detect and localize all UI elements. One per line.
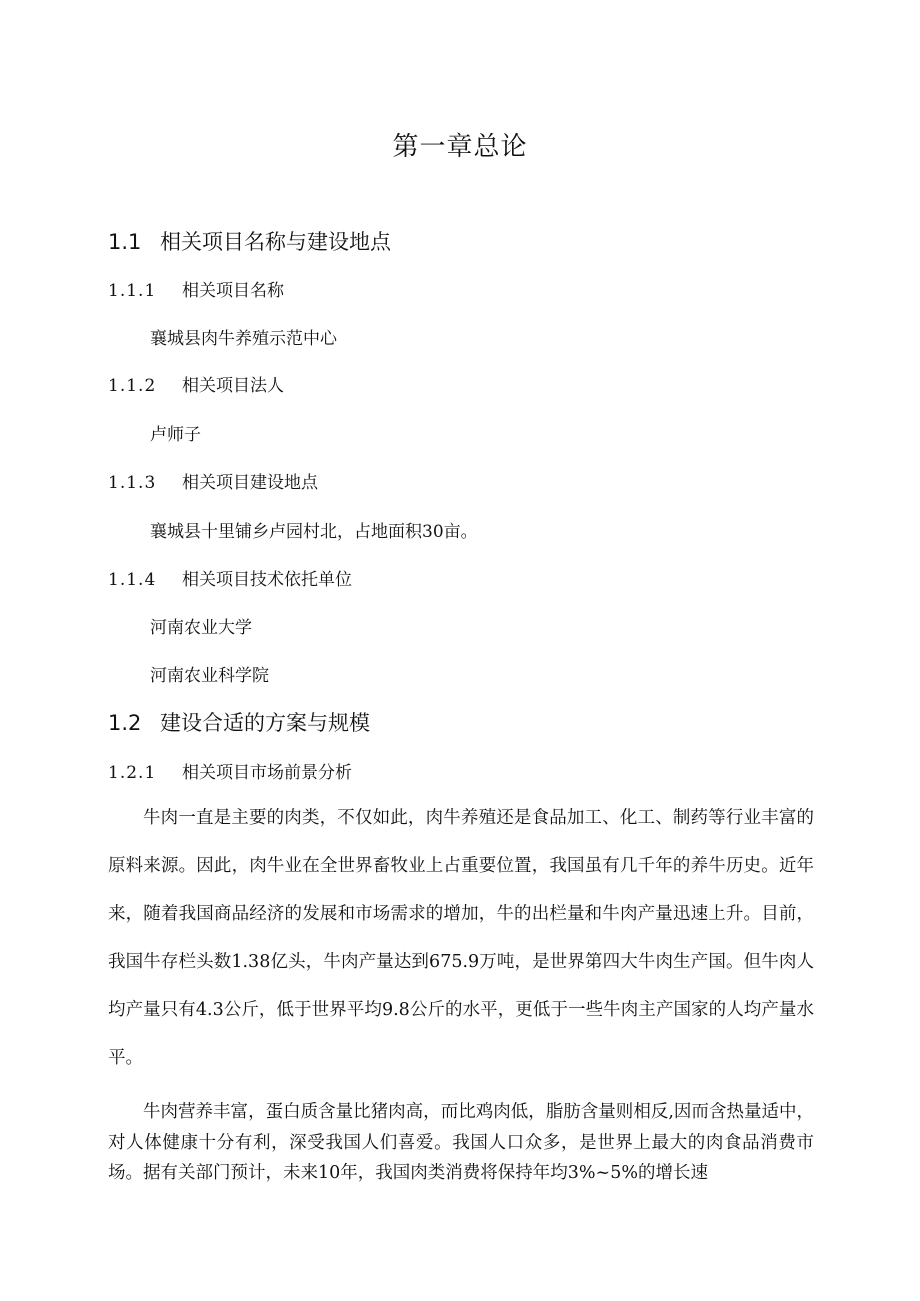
project-location: 襄城县十里铺乡卢园村北，占地面积30亩。 xyxy=(150,522,478,542)
subsection-number: 1.1.1 xyxy=(108,281,157,301)
body-paragraph: 牛肉一直是主要的肉类，不仅如此，肉牛养殖还是食品加工、化工、制药等行业丰富的原料来源。因此，肉牛业在全世界畜牧业上占重要位置，我国虽有几千年的养牛历史。近年来，随着我国商品经济的发展和市场需求的增加，牛的出栏量和牛肉产量迅速上升。目前，我国牛存栏头数1.38亿头，牛肉产量达到675.9万吨，是世界第四大牛肉生产国。但牛肉人均产量只有4.3公斤，低于世界平均9.8公斤的水平，更低于一些牛肉主产国家的人均产量水平。 xyxy=(108,808,814,1068)
subsection-heading-1-1-4 xyxy=(108,565,352,590)
section-heading-1-2 xyxy=(108,707,370,737)
subsection-heading-1-2-1 xyxy=(108,758,352,783)
section-number: 1.2 xyxy=(108,711,142,735)
section-title: 相关项目名称与建设地点 xyxy=(160,230,391,254)
subsection-title: 相关项目法人 xyxy=(182,376,284,396)
section-number: 1.1 xyxy=(108,230,142,254)
subsection-title: 相关项目市场前景分析 xyxy=(182,763,352,783)
subsection-number: 1.1.3 xyxy=(108,473,157,493)
support-unit: 河南农业大学 xyxy=(150,618,252,638)
subsection-number: 1.1.2 xyxy=(108,376,157,396)
subsection-heading-1-1-2 xyxy=(108,371,284,396)
section-title: 建设合适的方案与规模 xyxy=(160,711,370,735)
body-paragraph: 牛肉营养丰富，蛋白质含量比猪肉高，而比鸡肉低，脂肪含量则相反,因而含热量适中，对人体健康十分有利，深受我国人们喜爱。我国人口众多，是世界上最大的肉食品消费市场。据有关部门预计，未来10年，我国肉类消费将保持年均3%~5%的增长速 xyxy=(108,1102,814,1183)
subsection-number: 1.1.4 xyxy=(108,570,157,590)
subsection-heading-1-1-3 xyxy=(108,468,318,493)
subsection-title: 相关项目名称 xyxy=(182,281,284,301)
subsection-title: 相关项目建设地点 xyxy=(182,473,318,493)
subsection-heading-1-1-1 xyxy=(108,276,284,301)
subsection-title: 相关项目技术依托单位 xyxy=(182,570,352,590)
project-name: 襄城县肉牛养殖示范中心 xyxy=(150,329,337,349)
project-legal-person: 卢师子 xyxy=(150,425,201,445)
chapter-title: 第一章总论 xyxy=(392,132,528,162)
support-unit: 河南农业科学院 xyxy=(150,666,269,686)
subsection-number: 1.2.1 xyxy=(108,763,157,783)
section-heading-1-1 xyxy=(108,226,391,256)
